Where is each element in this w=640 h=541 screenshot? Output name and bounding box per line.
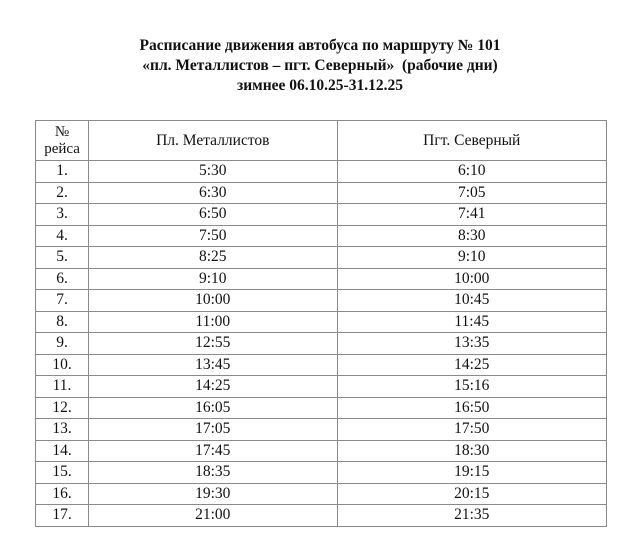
trip-number-cell: 9. [36, 333, 89, 355]
header-num-label: рейса [44, 140, 80, 157]
header-severny: Пгт. Северный [337, 121, 607, 161]
title-line-period: зимнее 06.10.25-31.12.25 [237, 77, 403, 94]
table-row [36, 354, 607, 376]
table-header-row [36, 121, 607, 161]
table-row [36, 161, 607, 183]
header-num-symbol: № [54, 123, 70, 140]
trip-number-cell: 6. [36, 268, 89, 290]
trip-number-cell: 7. [36, 290, 89, 312]
departure-severny-cell: 20:15 [337, 483, 607, 505]
departure-metallistov-cell: 10:00 [89, 290, 337, 312]
departure-metallistov-cell: 11:00 [89, 311, 337, 333]
departure-metallistov-cell: 6:50 [89, 204, 337, 226]
table-row [36, 225, 607, 247]
table-row [36, 483, 607, 505]
departure-severny-cell: 13:35 [337, 333, 607, 355]
table-row [36, 505, 607, 527]
departure-severny-cell: 10:45 [337, 290, 607, 312]
trip-number-cell: 13. [36, 419, 89, 441]
trip-number-cell: 11. [36, 376, 89, 398]
departure-metallistov-cell: 12:55 [89, 333, 337, 355]
departure-severny-cell: 11:45 [337, 311, 607, 333]
title-line-stops: «пл. Металлистов – пгт. Северный» (рабочие дни) [142, 57, 498, 74]
table-row [36, 462, 607, 484]
schedule-rows [36, 161, 607, 527]
trip-number-cell: 3. [36, 204, 89, 226]
departure-severny-cell: 19:15 [337, 462, 607, 484]
table-row [36, 376, 607, 398]
table-row [36, 204, 607, 226]
departure-metallistov-cell: 13:45 [89, 354, 337, 376]
departure-metallistov-cell: 8:25 [89, 247, 337, 269]
table-row [36, 397, 607, 419]
table-row [36, 268, 607, 290]
trip-number-cell: 1. [36, 161, 89, 183]
departure-severny-cell: 21:35 [337, 505, 607, 527]
trip-number-cell: 14. [36, 440, 89, 462]
departure-metallistov-cell: 17:45 [89, 440, 337, 462]
table-row [36, 247, 607, 269]
header-metallistov: Пл. Металлистов [89, 121, 337, 161]
departure-metallistov-cell: 19:30 [89, 483, 337, 505]
departure-metallistov-cell: 21:00 [89, 505, 337, 527]
departure-metallistov-cell: 18:35 [89, 462, 337, 484]
trip-number-cell: 8. [36, 311, 89, 333]
departure-metallistov-cell: 16:05 [89, 397, 337, 419]
trip-number-cell: 10. [36, 354, 89, 376]
trip-number-cell: 5. [36, 247, 89, 269]
header-trip-number [36, 121, 89, 161]
departure-severny-cell: 7:05 [337, 182, 607, 204]
table-row [36, 419, 607, 441]
departure-metallistov-cell: 9:10 [89, 268, 337, 290]
departure-severny-cell: 15:16 [337, 376, 607, 398]
departure-severny-cell: 16:50 [337, 397, 607, 419]
departure-metallistov-cell: 5:30 [89, 161, 337, 183]
title-line-route: Расписание движения автобуса по маршруту № 101 [139, 37, 501, 54]
departure-metallistov-cell: 6:30 [89, 182, 337, 204]
departure-metallistov-cell: 17:05 [89, 419, 337, 441]
schedule-table [35, 120, 607, 527]
departure-severny-cell: 8:30 [337, 225, 607, 247]
departure-severny-cell: 9:10 [337, 247, 607, 269]
departure-metallistov-cell: 7:50 [89, 225, 337, 247]
departure-severny-cell: 18:30 [337, 440, 607, 462]
departure-severny-cell: 10:00 [337, 268, 607, 290]
schedule-title [0, 36, 640, 96]
trip-number-cell: 12. [36, 397, 89, 419]
departure-severny-cell: 17:50 [337, 419, 607, 441]
trip-number-cell: 4. [36, 225, 89, 247]
departure-severny-cell: 7:41 [337, 204, 607, 226]
trip-number-cell: 16. [36, 483, 89, 505]
departure-metallistov-cell: 14:25 [89, 376, 337, 398]
table-row [36, 440, 607, 462]
trip-number-cell: 17. [36, 505, 89, 527]
table-row [36, 290, 607, 312]
departure-severny-cell: 14:25 [337, 354, 607, 376]
trip-number-cell: 15. [36, 462, 89, 484]
table-row [36, 311, 607, 333]
table-row [36, 182, 607, 204]
departure-severny-cell: 6:10 [337, 161, 607, 183]
trip-number-cell: 2. [36, 182, 89, 204]
table-row [36, 333, 607, 355]
